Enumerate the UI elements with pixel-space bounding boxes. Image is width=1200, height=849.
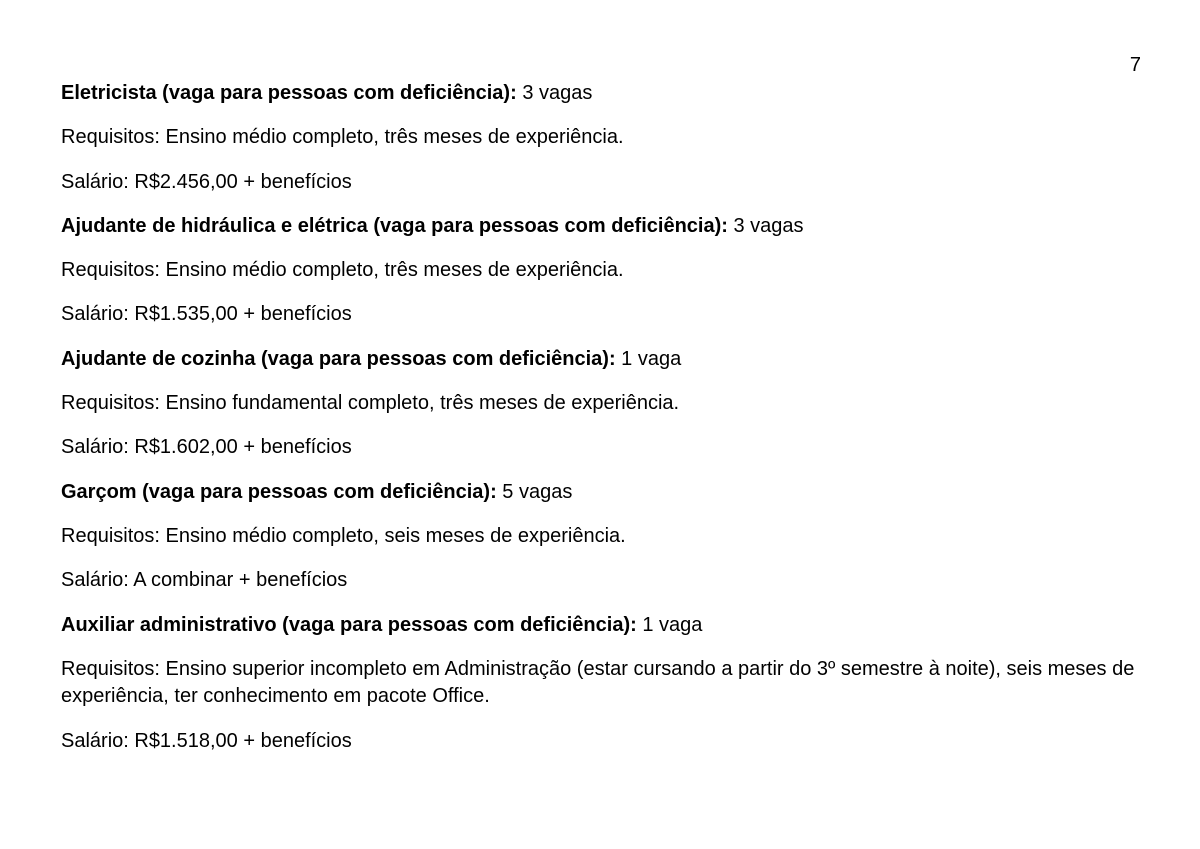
- page-number: 7: [1129, 54, 1141, 76]
- job-title: Garçom (vaga para pessoas com deficiência):: [61, 480, 497, 503]
- job-requirements: Requisitos: Ensino médio completo, seis meses de experiência.: [61, 524, 626, 547]
- job-requirements: Requisitos: Ensino médio completo, três meses de experiência.: [61, 126, 624, 149]
- job-vacancy-count: 1 vaga: [642, 613, 703, 636]
- job-title: Ajudante de cozinha (vaga para pessoas com deficiência):: [61, 347, 616, 370]
- job-heading: [61, 213, 1141, 239]
- job-salary: Salário: R$1.535,00 + benefícios: [61, 303, 352, 326]
- job-salary: Salário: A combinar + benefícios: [61, 569, 348, 592]
- job-requirements: Requisitos: Ensino superior incompleto em Administração (estar cursando a partir do 3º semestre à noite), seis meses de experiência, ter conhecimento em pacote Office.: [61, 657, 1135, 707]
- job-heading: [61, 479, 1141, 505]
- job-heading: [61, 612, 1141, 638]
- job-listing: [61, 213, 1141, 328]
- job-salary: Salário: R$1.518,00 + benefícios: [61, 730, 352, 753]
- job-requirements: Requisitos: Ensino fundamental completo, três meses de experiência.: [61, 392, 680, 415]
- job-listing: [61, 612, 1141, 755]
- job-requirements: Requisitos: Ensino médio completo, três meses de experiência.: [61, 259, 624, 282]
- job-vacancy-count: 1 vaga: [621, 347, 682, 370]
- job-listing: [61, 80, 1141, 195]
- job-salary: Salário: R$1.602,00 + benefícios: [61, 436, 352, 459]
- job-heading: [61, 80, 1141, 106]
- job-vacancy-count: 3 vagas: [522, 82, 593, 104]
- job-heading: [61, 346, 1141, 372]
- job-title: Eletricista (vaga para pessoas com deficiência):: [61, 82, 517, 104]
- job-listing: [61, 346, 1141, 461]
- job-listings: [61, 80, 1141, 772]
- job-listing: [61, 479, 1141, 594]
- job-title: Ajudante de hidráulica e elétrica (vaga para pessoas com deficiência):: [61, 214, 728, 237]
- job-vacancy-count: 5 vagas: [502, 480, 573, 503]
- job-title: Auxiliar administrativo (vaga para pessoas com deficiência):: [61, 613, 637, 636]
- job-vacancy-count: 3 vagas: [733, 214, 804, 237]
- job-salary: Salário: R$2.456,00 + benefícios: [61, 170, 352, 193]
